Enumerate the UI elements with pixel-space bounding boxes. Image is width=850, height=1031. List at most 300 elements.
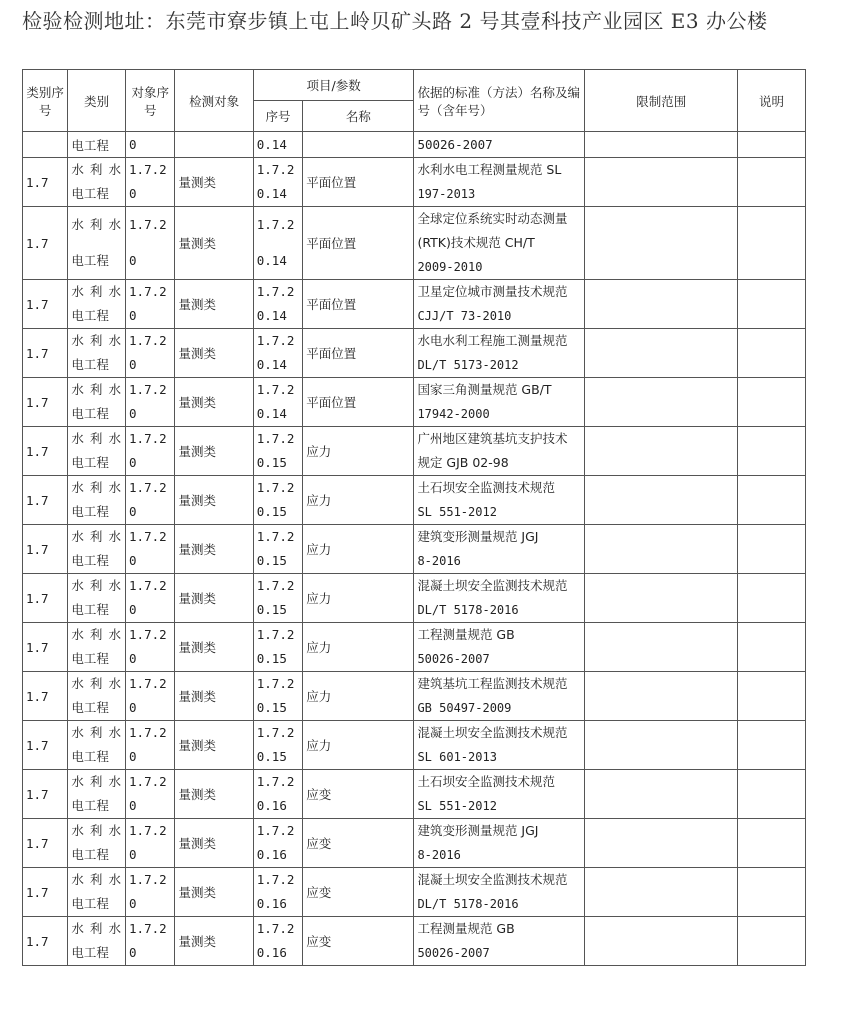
cell-item-no: [253, 721, 302, 770]
cell-object: 量测类: [175, 623, 253, 672]
item-no-line: 0.15: [256, 455, 287, 470]
category-line: 电工程: [71, 455, 109, 470]
item-no-line: 0.15: [256, 602, 287, 617]
table-row: [23, 525, 806, 574]
table-row: [23, 770, 806, 819]
obj-no-line: 1.7.2: [129, 431, 167, 446]
cell-standard: [414, 819, 585, 868]
cell-cat-no: 1.7: [23, 427, 68, 476]
item-no-line: 1.7.2: [256, 333, 295, 348]
cell-obj-no: [126, 623, 175, 672]
cell-object: 量测类: [175, 770, 253, 819]
standard-line: 混凝土坝安全监测技术规范: [417, 578, 568, 593]
item-no-line: 0.14: [256, 186, 287, 201]
cell-item-no: [253, 868, 302, 917]
cell-object: [175, 132, 253, 158]
cell-category: [68, 280, 126, 329]
cell-item-no: [253, 770, 302, 819]
cell-item-name: [303, 132, 414, 158]
cell-standard: [414, 525, 585, 574]
cell-object: 量测类: [175, 329, 253, 378]
category-line: 电工程: [71, 553, 109, 568]
cell-item-name: 应力: [303, 476, 414, 525]
item-no-line: 1.7.2: [256, 578, 295, 593]
standard-line: 工程测量规范 GB: [417, 627, 515, 642]
cell-item-no: [253, 819, 302, 868]
obj-no-line: 1.7.2: [129, 676, 167, 691]
standard-line: SL 601-2013: [417, 750, 497, 764]
cell-cat-no: 1.7: [23, 378, 68, 427]
cell-category: [68, 770, 126, 819]
table-row: [23, 158, 806, 207]
cell-obj-no: [126, 868, 175, 917]
cell-limit: [585, 207, 737, 280]
obj-no-line: 0: [129, 186, 137, 201]
cell-note: [737, 721, 805, 770]
category-line: 电工程: [71, 651, 109, 666]
cell-item-no: [253, 476, 302, 525]
cell-category: [68, 623, 126, 672]
cell-note: [737, 770, 805, 819]
standard-line: 水利水电工程测量规范 SL: [417, 162, 562, 177]
item-no-line: 0.14: [256, 357, 287, 372]
category-line: 电工程: [71, 945, 109, 960]
obj-no-line: 0: [129, 553, 137, 568]
obj-no-line: 0: [129, 847, 137, 862]
cell-object: 量测类: [175, 427, 253, 476]
cell-note: [737, 158, 805, 207]
item-no-line: 1.7.2: [256, 217, 295, 232]
cell-note: [737, 132, 805, 158]
table-row: [23, 868, 806, 917]
cell-item-no: [253, 427, 302, 476]
cell-limit: [585, 329, 737, 378]
obj-no-line: 0: [129, 945, 137, 960]
cell-obj-no: [126, 574, 175, 623]
obj-no-line: 0: [129, 504, 137, 519]
cell-item-name: 应变: [303, 770, 414, 819]
standard-line: 规定 GJB 02-98: [417, 455, 509, 470]
item-no-line: 1.7.2: [256, 627, 295, 642]
cell-item-no: [253, 207, 302, 280]
cell-object: 量测类: [175, 378, 253, 427]
standard-line: SL 551-2012: [417, 505, 497, 519]
cell-category: [68, 378, 126, 427]
cell-item-no: [253, 917, 302, 966]
table-row: [23, 574, 806, 623]
table-row: [23, 427, 806, 476]
header-limit: 限制范围: [585, 70, 737, 132]
header-item-param: 项目/参数: [253, 70, 414, 101]
cell-item-name: 平面位置: [303, 280, 414, 329]
header-category: 类别: [68, 70, 126, 132]
cell-cat-no: 1.7: [23, 770, 68, 819]
table-row: [23, 917, 806, 966]
cell-standard: [414, 427, 585, 476]
table-row: [23, 672, 806, 721]
cell-item-no: [253, 672, 302, 721]
obj-no-line: 0: [129, 602, 137, 617]
cell-standard: [414, 770, 585, 819]
cell-obj-no: [126, 207, 175, 280]
standard-line: 土石坝安全监测技术规范: [417, 774, 555, 789]
standard-line: 8-2016: [417, 554, 461, 568]
page-title: 检验检测地址：东莞市寮步镇上屯上岭贝矿头路 2 号其壹科技产业园区 E3 办公楼: [22, 9, 768, 33]
cell-note: [737, 525, 805, 574]
item-no-line: 0.16: [256, 798, 287, 813]
cell-standard: [414, 207, 585, 280]
standard-line: 50026-2007: [417, 652, 490, 666]
standard-line: 混凝土坝安全监测技术规范: [417, 725, 568, 740]
category-line: 水利水: [71, 921, 123, 936]
standard-line: 建筑变形测量规范 JGJ: [417, 823, 539, 838]
cell-standard: [414, 574, 585, 623]
cell-cat-no: 1.7: [23, 672, 68, 721]
obj-no-line: 1.7.2: [129, 284, 167, 299]
category-line: 水利水: [71, 431, 123, 446]
cell-category: [68, 427, 126, 476]
header-standard: 依据的标准（方法）名称及编号（含年号）: [414, 70, 585, 132]
standard-line: 8-2016: [417, 848, 461, 862]
cell-standard: [414, 378, 585, 427]
cell-cat-no: 1.7: [23, 329, 68, 378]
cell-cat-no: 1.7: [23, 721, 68, 770]
cell-note: [737, 427, 805, 476]
cell-limit: [585, 476, 737, 525]
item-no-line: 0.16: [256, 945, 287, 960]
category-line: 水利水: [71, 872, 123, 887]
header-obj-no: 对象序号: [126, 70, 175, 132]
item-no-line: 1.7.2: [256, 529, 295, 544]
cell-object: 量测类: [175, 721, 253, 770]
cell-note: [737, 819, 805, 868]
cell-object: 量测类: [175, 525, 253, 574]
cell-item-name: 应变: [303, 917, 414, 966]
cell-obj-no: 0: [126, 132, 175, 158]
cell-item-no: [253, 378, 302, 427]
cell-limit: [585, 819, 737, 868]
cell-item-no: [253, 158, 302, 207]
cell-cat-no: 1.7: [23, 917, 68, 966]
cell-obj-no: [126, 819, 175, 868]
item-no-line: 1.7.2: [256, 431, 295, 446]
category-line: 水利水: [71, 774, 123, 789]
item-no-line: 0.15: [256, 504, 287, 519]
cell-cat-no: 1.7: [23, 525, 68, 574]
obj-no-line: 1.7.2: [129, 217, 167, 232]
standard-line: 国家三角测量规范 GB/T: [417, 382, 552, 397]
cell-object: 量测类: [175, 158, 253, 207]
cell-limit: [585, 525, 737, 574]
cell-obj-no: [126, 917, 175, 966]
cell-note: [737, 623, 805, 672]
obj-no-line: 1.7.2: [129, 382, 167, 397]
standard-line: SL 551-2012: [417, 799, 497, 813]
item-no-line: 0.14: [256, 253, 287, 268]
table-row: [23, 132, 806, 158]
cell-item-name: 平面位置: [303, 329, 414, 378]
cell-standard: [414, 868, 585, 917]
obj-no-line: 1.7.2: [129, 333, 167, 348]
cell-category: [68, 158, 126, 207]
standard-line: 工程测量规范 GB: [417, 921, 515, 936]
obj-no-line: 0: [129, 406, 137, 421]
cell-limit: [585, 917, 737, 966]
cell-item-name: 应变: [303, 819, 414, 868]
category-line: 水利水: [71, 676, 123, 691]
standard-line: 50026-2007: [417, 946, 490, 960]
obj-no-line: 1.7.2: [129, 578, 167, 593]
cell-item-name: 平面位置: [303, 378, 414, 427]
cell-cat-no: 1.7: [23, 280, 68, 329]
cell-object: 量测类: [175, 819, 253, 868]
cell-obj-no: [126, 476, 175, 525]
cell-item-name: 平面位置: [303, 207, 414, 280]
cell-standard: [414, 721, 585, 770]
cell-standard: 50026-2007: [414, 132, 585, 158]
cell-cat-no: 1.7: [23, 819, 68, 868]
cell-note: [737, 329, 805, 378]
obj-no-line: 1.7.2: [129, 823, 167, 838]
cell-standard: [414, 280, 585, 329]
category-line: 电工程: [71, 253, 109, 268]
cell-item-name: 应力: [303, 672, 414, 721]
cell-obj-no: [126, 770, 175, 819]
category-line: 电工程: [71, 186, 109, 201]
obj-no-line: 0: [129, 651, 137, 666]
table-row: [23, 721, 806, 770]
cell-standard: [414, 158, 585, 207]
cell-category: [68, 917, 126, 966]
cell-standard: [414, 672, 585, 721]
standard-line: (RTK)技术规范 CH/T: [417, 235, 535, 250]
cell-object: 量测类: [175, 574, 253, 623]
item-no-line: 0.15: [256, 553, 287, 568]
cell-note: [737, 476, 805, 525]
cell-category: [68, 868, 126, 917]
standard-line: 卫星定位城市测量技术规范: [417, 284, 568, 299]
standard-line: DL/T 5178-2016: [417, 603, 519, 617]
cell-item-no: [253, 329, 302, 378]
category-line: 电工程: [71, 308, 109, 323]
item-no-line: 0.14: [256, 406, 287, 421]
standard-line: 土石坝安全监测技术规范: [417, 480, 555, 495]
cell-limit: [585, 378, 737, 427]
category-line: 水利水: [71, 382, 123, 397]
cell-category: [68, 574, 126, 623]
category-line: 水利水: [71, 217, 123, 232]
category-line: 电工程: [71, 749, 109, 764]
item-no-line: 0.15: [256, 700, 287, 715]
table-row: [23, 819, 806, 868]
header-item-no: 序号: [253, 101, 302, 132]
standard-line: DL/T 5178-2016: [417, 897, 519, 911]
cell-category: [68, 672, 126, 721]
cell-obj-no: [126, 672, 175, 721]
item-no-line: 1.7.2: [256, 676, 295, 691]
obj-no-line: 1.7.2: [129, 529, 167, 544]
cell-object: 量测类: [175, 672, 253, 721]
cell-obj-no: [126, 158, 175, 207]
item-no-line: 1.7.2: [256, 921, 295, 936]
obj-no-line: 1.7.2: [129, 480, 167, 495]
cell-item-name: 应力: [303, 721, 414, 770]
cell-obj-no: [126, 329, 175, 378]
cell-item-name: 应力: [303, 623, 414, 672]
obj-no-line: 0: [129, 749, 137, 764]
cell-object: 量测类: [175, 207, 253, 280]
cell-cat-no: 1.7: [23, 623, 68, 672]
cell-object: 量测类: [175, 917, 253, 966]
standard-line: 建筑基坑工程监测技术规范: [417, 676, 568, 691]
cell-cat-no: 1.7: [23, 158, 68, 207]
test-scope-table: [22, 69, 806, 966]
cell-note: [737, 574, 805, 623]
table-row: [23, 207, 806, 280]
item-no-line: 1.7.2: [256, 872, 295, 887]
table-row: [23, 280, 806, 329]
category-line: 水利水: [71, 627, 123, 642]
category-line: 水利水: [71, 162, 123, 177]
item-no-line: 0.14: [256, 308, 287, 323]
cell-note: [737, 917, 805, 966]
cell-item-name: 应力: [303, 427, 414, 476]
header-note: 说明: [737, 70, 805, 132]
category-line: 电工程: [71, 406, 109, 421]
cell-standard: [414, 329, 585, 378]
obj-no-line: 0: [129, 798, 137, 813]
cell-limit: [585, 868, 737, 917]
category-line: 水利水: [71, 333, 123, 348]
cell-item-name: 应力: [303, 574, 414, 623]
standard-line: 混凝土坝安全监测技术规范: [417, 872, 568, 887]
header-item-name: 名称: [303, 101, 414, 132]
item-no-line: 0.16: [256, 847, 287, 862]
obj-no-line: 0: [129, 253, 137, 268]
cell-note: [737, 378, 805, 427]
standard-line: 2009-2010: [417, 260, 483, 274]
standard-line: 17942-2000: [417, 407, 490, 421]
cell-category: [68, 207, 126, 280]
cell-obj-no: [126, 427, 175, 476]
category-line: 水利水: [71, 725, 123, 740]
cell-note: [737, 868, 805, 917]
cell-category: [68, 721, 126, 770]
cell-category: [68, 329, 126, 378]
header-object: 检测对象: [175, 70, 253, 132]
item-no-line: 1.7.2: [256, 382, 295, 397]
category-line: 水利水: [71, 284, 123, 299]
cell-obj-no: [126, 525, 175, 574]
cell-item-no: [253, 280, 302, 329]
item-no-line: 1.7.2: [256, 725, 295, 740]
category-line: 水利水: [71, 578, 123, 593]
category-line: 电工程: [71, 896, 109, 911]
cell-limit: [585, 721, 737, 770]
table-row: [23, 476, 806, 525]
cell-item-no: [253, 623, 302, 672]
cell-obj-no: [126, 378, 175, 427]
cell-item-no: 0.14: [253, 132, 302, 158]
category-line: 电工程: [71, 847, 109, 862]
obj-no-line: 1.7.2: [129, 872, 167, 887]
cell-object: 量测类: [175, 280, 253, 329]
cell-category: 电工程: [68, 132, 126, 158]
cell-item-name: 平面位置: [303, 158, 414, 207]
category-line: 电工程: [71, 798, 109, 813]
cell-limit: [585, 158, 737, 207]
obj-no-line: 0: [129, 455, 137, 470]
standard-line: 全球定位系统实时动态测量: [417, 211, 568, 226]
obj-no-line: 0: [129, 896, 137, 911]
cell-cat-no: 1.7: [23, 476, 68, 525]
cell-item-no: [253, 574, 302, 623]
cell-cat-no: 1.7: [23, 868, 68, 917]
category-line: 水利水: [71, 529, 123, 544]
cell-limit: [585, 280, 737, 329]
item-no-line: 0.15: [256, 749, 287, 764]
obj-no-line: 1.7.2: [129, 162, 167, 177]
cell-standard: [414, 476, 585, 525]
item-no-line: 1.7.2: [256, 480, 295, 495]
cell-obj-no: [126, 280, 175, 329]
cell-object: 量测类: [175, 476, 253, 525]
table-row: [23, 329, 806, 378]
category-line: 电工程: [71, 504, 109, 519]
cell-cat-no: [23, 132, 68, 158]
standard-line: 197-2013: [417, 187, 476, 201]
cell-limit: [585, 623, 737, 672]
cell-category: [68, 476, 126, 525]
table-row: [23, 378, 806, 427]
standard-line: 广州地区建筑基坑支护技术: [417, 431, 568, 446]
standard-line: DL/T 5173-2012: [417, 358, 519, 372]
obj-no-line: 0: [129, 700, 137, 715]
item-no-line: 1.7.2: [256, 774, 295, 789]
header-cat-no: 类别序号: [23, 70, 68, 132]
standard-line: 建筑变形测量规范 JGJ: [417, 529, 539, 544]
obj-no-line: 1.7.2: [129, 627, 167, 642]
obj-no-line: 1.7.2: [129, 774, 167, 789]
cell-standard: [414, 623, 585, 672]
table-row: [23, 623, 806, 672]
cell-object: 量测类: [175, 868, 253, 917]
cell-cat-no: 1.7: [23, 574, 68, 623]
cell-limit: [585, 770, 737, 819]
cell-obj-no: [126, 721, 175, 770]
cell-item-no: [253, 525, 302, 574]
item-no-line: 0.16: [256, 896, 287, 911]
cell-category: [68, 525, 126, 574]
cell-note: [737, 280, 805, 329]
obj-no-line: 1.7.2: [129, 725, 167, 740]
category-line: 水利水: [71, 480, 123, 495]
cell-cat-no: 1.7: [23, 207, 68, 280]
item-no-line: 1.7.2: [256, 284, 295, 299]
standard-line: CJJ/T 73-2010: [417, 309, 512, 323]
obj-no-line: 1.7.2: [129, 921, 167, 936]
cell-item-name: 应力: [303, 525, 414, 574]
item-no-line: 1.7.2: [256, 823, 295, 838]
cell-limit: [585, 427, 737, 476]
category-line: 电工程: [71, 357, 109, 372]
cell-item-name: 应变: [303, 868, 414, 917]
cell-category: [68, 819, 126, 868]
cell-standard: [414, 917, 585, 966]
item-no-line: 0.15: [256, 651, 287, 666]
cell-note: [737, 672, 805, 721]
standard-line: GB 50497-2009: [417, 701, 512, 715]
